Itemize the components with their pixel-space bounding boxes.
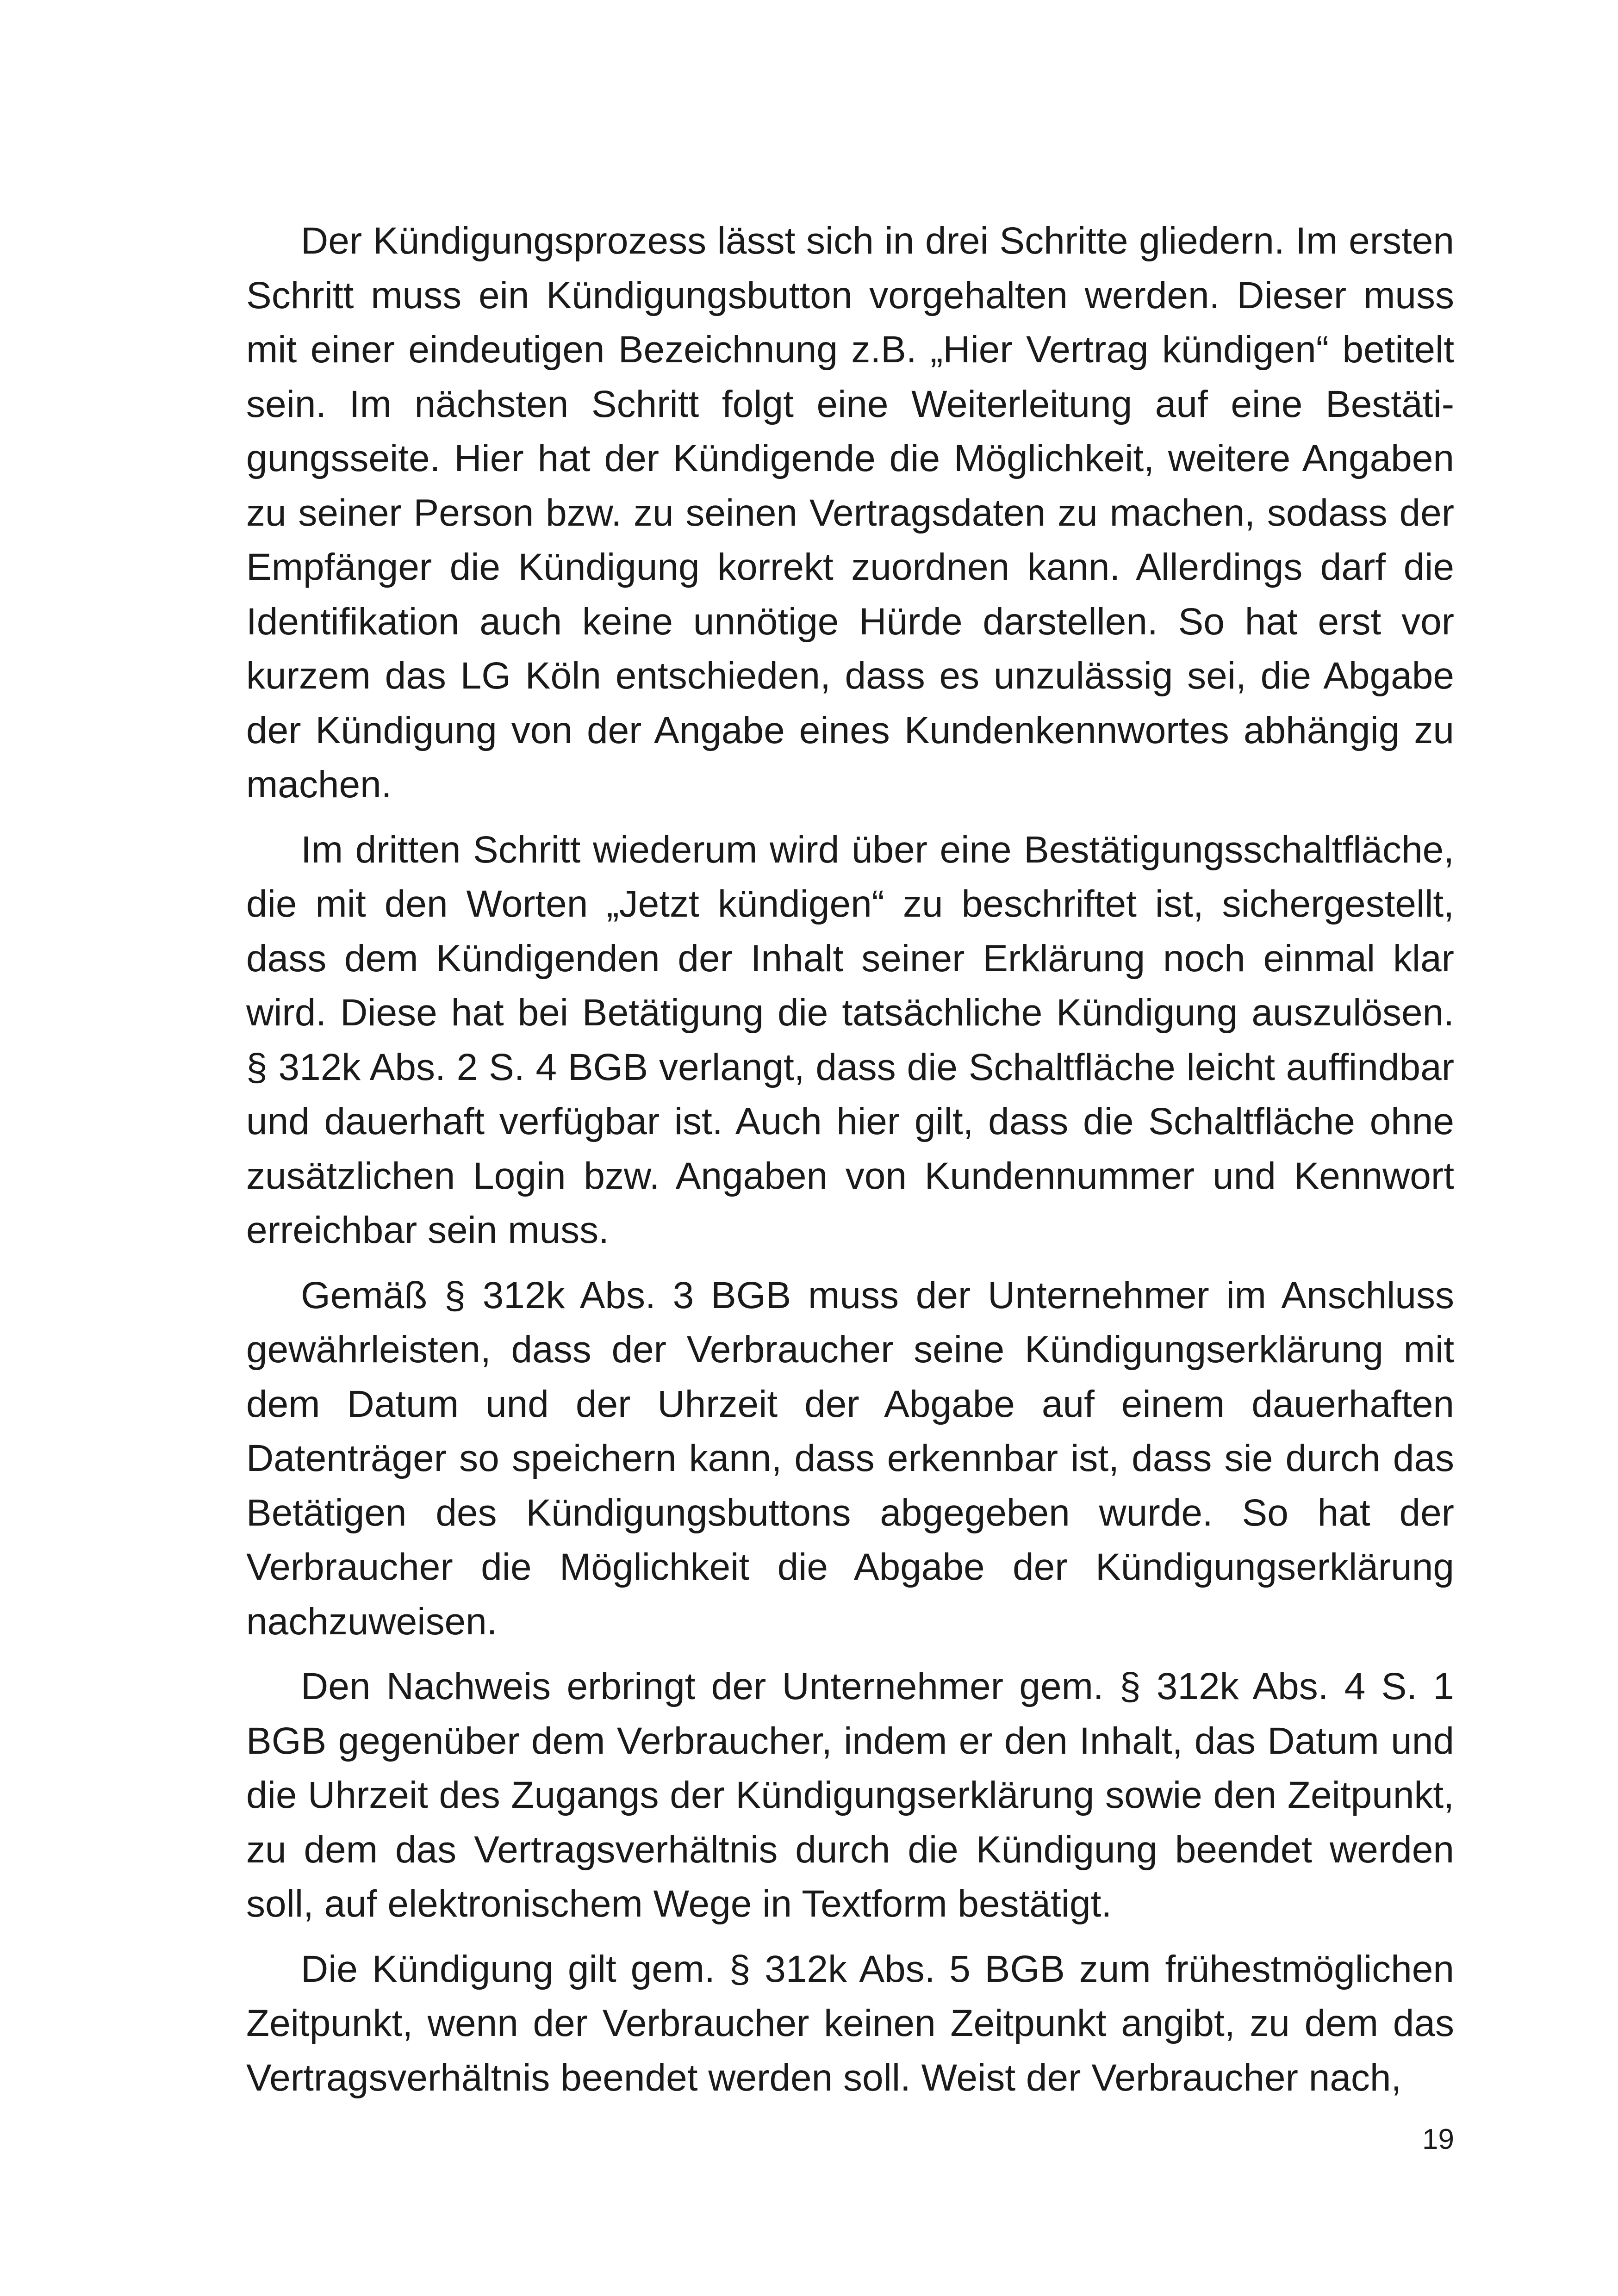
paragraph-4: Den Nachweis erbringt der Unternehmer gem. § 312k Abs. 4 S. 1 BGB gegenüber dem Verbraucher, indem er den Inhalt, das Datum und die Uhrzeit des Zugangs der Kündigungserklärung sowie den Zeitpunkt, zu dem das Vertragsverhältnis durch die Kündigung beendet werden soll, auf elektronischem Wege in Textform bestätigt.: [246, 1665, 1454, 1925]
paragraph-3: Gemäß § 312k Abs. 3 BGB muss der Unternehmer im Anschluss gewährleisten, dass der Verbraucher seine Kündigungserklärung mit dem Datum und der Uhrzeit der Abgabe auf einem dauerhaften Datenträger so speichern kann, dass erkennbar ist, dass sie durch das Betätigen des Kündigungsbuttons abgegeben wurde. So hat der Verbraucher die Möglichkeit die Abgabe der Kündigungserklärung nachzuweisen.: [246, 1274, 1454, 1643]
paragraph-5: Die Kündigung gilt gem. § 312k Abs. 5 BGB zum frühestmöglichen Zeitpunkt, wenn der Verbraucher keinen Zeitpunkt angibt, zu dem das Vertragsverhältnis beendet werden soll. Weist der Verbraucher nach,: [246, 1948, 1454, 2099]
body-text: [246, 214, 1454, 2105]
page-number: 19: [1422, 2123, 1454, 2155]
paragraph-1: Der Kündigungsprozess lässt sich in drei Schritte gliedern. Im ersten Schritt muss ein Kündigungsbutton vorgehalten werden. Dieser muss mit einer eindeutigen Bezeichnung z.B. „Hier Vertrag kündigen“ betitelt sein. Im nächsten Schritt folgt eine Weiterleitung auf eine Bestätigungsseite. Hier hat der Kündigende die Möglichkeit, weitere Angaben zu seiner Person bzw. zu seinen Vertragsdaten zu machen, sodass der Empfänger die Kündigung korrekt zuordnen kann. Allerdings darf die Identifikation auch keine unnötige Hürde darstellen. So hat erst vor kurzem das LG Köln entschieden, dass es unzulässig sei, die Abgabe der Kündigung von der Angabe eines Kundenkennwortes abhängig zu machen.: [246, 220, 1454, 806]
paragraph-2: Im dritten Schritt wiederum wird über eine Bestätigungsschaltfläche, die mit den Worten „Jetzt kündigen“ zu beschriftet ist, sichergestellt, dass dem Kündigenden der Inhalt seiner Erklärung noch einmal klar wird. Diese hat bei Betätigung die tatsächliche Kündigung auszulösen. § 312k Abs. 2 S. 4 BGB verlangt, dass die Schaltfläche leicht auffindbar und dauerhaft verfügbar ist. Auch hier gilt, dass die Schaltfläche ohne zusätzlichen Login bzw. Angaben von Kundennummer und Kennwort erreichbar sein muss.: [246, 828, 1454, 1251]
